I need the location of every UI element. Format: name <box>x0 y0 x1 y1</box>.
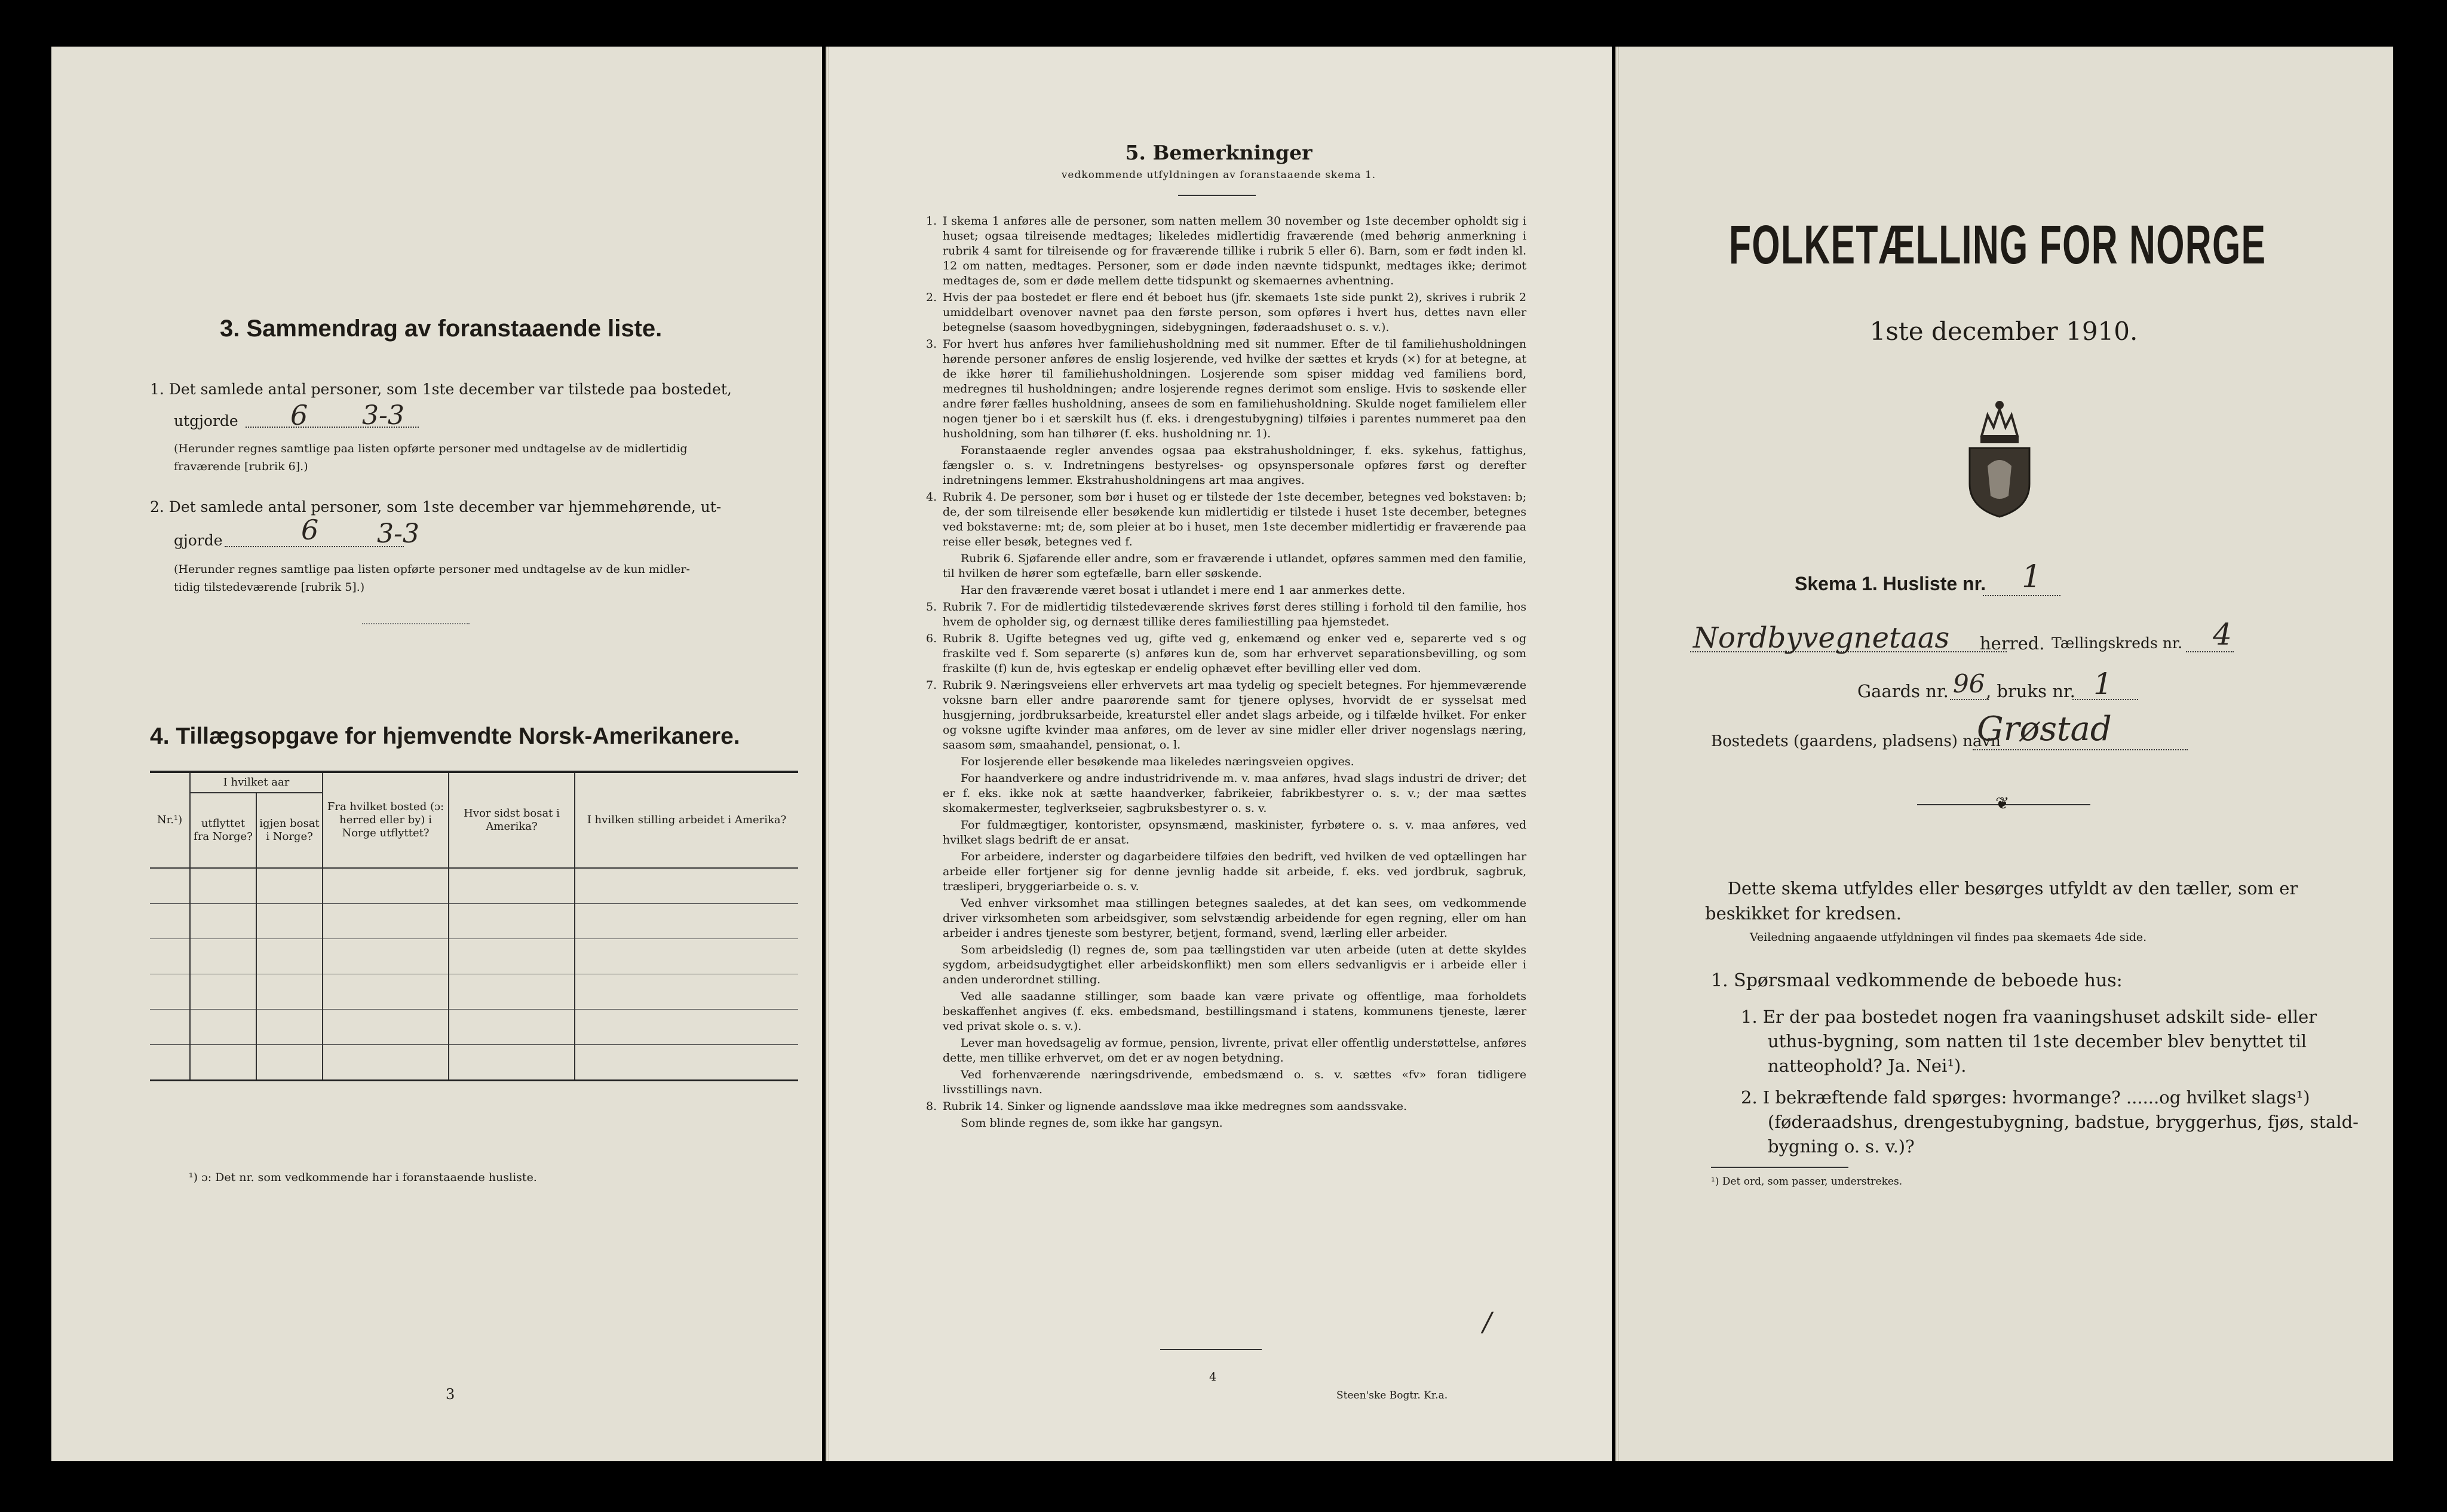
page-middle <box>826 47 1612 1461</box>
remark-number: 3. <box>926 338 937 351</box>
remark-paragraph <box>926 896 1526 941</box>
remark-text: Som blinde regnes de, som ikke har gangsyn. <box>961 1117 1223 1130</box>
remark-text: Ved enhver virksomhet maa stillingen betegnes saaledes, at det kan sees, om vedkommende driver virksomheten som arbeidsgiver, som selvstændig arbeidende for egen regning, eller om han arbeider i andres tjeneste som bestyrer, betjent, formand, svend, lærling eller arbeider. <box>943 897 1526 940</box>
q1-line: 1. Det samlede antal personer, som 1ste december var tilstede paa bostedet, <box>150 381 732 398</box>
questions-heading: 1. Spørsmaal vedkommende de beboede hus: <box>1711 970 2123 991</box>
remark-text: Ved alle saadanne stillinger, som baade kan være private og offentlige, maa forholdets beskaffenhet angives (f. eks. embedsmand, bestillingsmand i statens, kommunens tjeneste, lærer ved privat skole o. s. v.). <box>943 990 1526 1033</box>
herred-name: Nordbyvegnetaas <box>1693 621 1950 655</box>
fold-shadow <box>826 47 829 1461</box>
col-emigrated: utflyttet fra Norge? <box>190 793 256 868</box>
remark-paragraph <box>926 337 1526 441</box>
remark-number: 2. <box>926 291 937 304</box>
q1-note-2: fraværende [rubrik 6].) <box>174 460 308 473</box>
husliste-number: 1 <box>2022 559 2042 595</box>
page-number-4: 4 <box>1209 1370 1217 1384</box>
remark-paragraph <box>926 631 1526 676</box>
remark-number: 6. <box>926 632 937 645</box>
remark-number: 5. <box>926 600 937 614</box>
q2-handwritten-split: 3-3 <box>377 519 419 549</box>
page-number-3: 3 <box>446 1386 455 1403</box>
remark-text: Rubrik 7. For de midlertidig tilstedeværende skrives først deres stilling i forhold til den familie, hos hvem de opholder sig, og dernæst tillike deres familiestilling paa hjemstedet. <box>943 600 1526 628</box>
table-row <box>150 904 798 939</box>
gaards-number: 96 <box>1953 669 1985 698</box>
remark-text: For losjerende eller besøkende maa likeledes næringsveien opgives. <box>961 755 1354 768</box>
q2-handwritten-total: 6 <box>301 514 319 546</box>
end-rule <box>1160 1349 1262 1350</box>
remark-text: Lever man hovedsagelig av formue, pension, livrente, privat eller offentlig understøttelse, anføres dette, men tillike erhvervet, om det er av nogen betydning. <box>943 1036 1526 1065</box>
col-returned: igjen bosat i Norge? <box>256 793 323 868</box>
remark-paragraph <box>926 490 1526 550</box>
census-title: FOLKETÆLLING FOR NORGE <box>1729 214 2267 275</box>
remark-paragraph <box>926 989 1526 1034</box>
col-occupation: I hvilken stilling arbeidet i Amerika? <box>575 772 798 868</box>
bosted-line <box>1973 749 2188 750</box>
handwritten-mark: / <box>1483 1307 1492 1338</box>
kreds-label: Tællingskreds nr. <box>2052 634 2183 652</box>
remark-text: I skema 1 anføres alle de personer, som natten mellem 30 november og 1ste december opholdt sig i huset; ogsaa tilreisende medtages; likeledes midlertidig fraværende (med behørig anmerkning i rubrik 4 samt for tilreisende og for fraværende tillike i rubrik 5 eller 6). Barn, som er født inden kl. 12 om natten, medtages. Personer, som er døde inden nævnte tidspunkt, medtages ikke; derimot medtages de, som er døde mellem dette tidspunkt og skemaernes avhentning. <box>943 214 1526 287</box>
remark-paragraph <box>926 678 1526 753</box>
q2-note-1: (Herunder regnes samtlige paa listen opførte personer med undtagelse av de kun midler- <box>174 563 690 576</box>
q2-line-c: bygning o. s. v.)? <box>1768 1136 1915 1157</box>
remark-number: 4. <box>926 490 937 504</box>
gaards-line <box>1950 699 1989 700</box>
herred-label: herred. <box>1980 633 2045 654</box>
col-from-place: Fra hvilket bosted (ɔ: herred eller by) i Norge utflyttet? <box>323 772 449 868</box>
heading-rule <box>1178 195 1256 196</box>
remark-paragraph <box>926 600 1526 630</box>
remark-text: Har den fraværende været bosat i utlandet i mere end 1 aar anmerkes dette. <box>961 584 1406 597</box>
table-row <box>150 1045 798 1081</box>
remark-paragraph <box>926 551 1526 581</box>
bruks-number: 1 <box>2093 667 2112 701</box>
remark-paragraph <box>926 443 1526 488</box>
col-group-year: I hvilket aar <box>190 772 323 793</box>
col-nr: Nr.¹) <box>150 772 190 868</box>
remark-paragraph <box>926 1099 1526 1114</box>
footnote: ¹) Det ord, som passer, understrekes. <box>1711 1176 1903 1188</box>
remark-text: Ved forhenværende næringsdrivende, embedsmænd o. s. v. sættes «fv» foran tidligere livsstillings navn. <box>943 1068 1526 1096</box>
remark-text: Rubrik 4. De personer, som bør i huset og er tilstede der 1ste december, betegnes ved bokstaven: b; de, der som tilreisende eller besøkende kun midlertidig er tilstede i huset 1ste december, betegnes ved bokstaverne: mt; de, som pleier at bo i huset, men 1ste december midlertidig er fraværende paa reise eller besøk, betegnes ved f. <box>943 490 1526 548</box>
q1-line-b: uthus-bygning, som natten til 1ste december blev benyttet til <box>1768 1031 2307 1051</box>
table-row <box>150 974 798 1010</box>
bosted-label: Bostedets (gaardens, pladsens) navn <box>1711 732 2001 750</box>
remark-paragraph <box>926 818 1526 848</box>
q2-label: gjorde <box>174 532 223 549</box>
remark-paragraph <box>926 771 1526 816</box>
instruction-sub: Veiledning angaaende utfyldningen vil findes paa skemaets 4de side. <box>1750 931 2147 944</box>
remark-number: 1. <box>926 214 937 228</box>
remark-text: Som arbeidsledig (l) regnes de, som paa tællingstiden var uten arbeide (uten at dette skyldes sygdom, arbeidsudygtighet eller arbeidskonflikt) men som ellers sedvanligvis er i arbeide eller i anden underordnet stilling. <box>943 943 1526 986</box>
q1-handwritten-total: 6 <box>290 399 308 431</box>
table-row <box>150 939 798 974</box>
col-last-residence: Hvor sidst bosat i Amerika? <box>449 772 575 868</box>
remark-text: Rubrik 8. Ugifte betegnes ved ug, gifte ved g, enkemænd og enker ved e, separerte ved s og fraskilte ved f. Som separerte (s) anføres kun de, som har erhvervet separationsbevilling, og som fraskilte (f) kun de, hvis egteskap er endelig ophævet efter bevilling eller ved dom. <box>943 632 1526 675</box>
remark-text: Foranstaaende regler anvendes ogsaa paa ekstrahusholdninger, f. eks. sykehus, fattighus, fængsler o. s. v. Indretningens bestyrelses- og opsynspersonale opføres først og derefter indretningens lemmer. Ekstrahusholdningens art maa angives. <box>943 444 1526 487</box>
q1-line-c: natteophold? Ja. Nei¹). <box>1768 1056 1967 1076</box>
returnees-table <box>150 771 798 1081</box>
remark-text: For arbeidere, inderster og dagarbeidere tilføies den bedrift, ved hvilken de ved optællingen har arbeide eller fortjener sig for denne jevnlig hadde sit arbeide, f. eks. ved jordbruk, sagbruk, træsliperi, bryggeriarbeide o. s. v. <box>943 850 1526 893</box>
remark-text: Rubrik 14. Sinker og lignende aandssløve maa ikke medregnes som aandssvake. <box>943 1100 1408 1113</box>
remark-paragraph <box>926 1068 1526 1097</box>
remarks-heading: 5. Bemerkninger <box>1125 141 1313 164</box>
remarks-subheading: vedkommende utfyldningen av foranstaaende skema 1. <box>1061 169 1376 181</box>
remark-paragraph <box>926 1036 1526 1066</box>
bruks-label: , bruks nr. <box>1986 681 2075 701</box>
instruction-line-1: Dette skema utfyldes eller besørges utfyldt av den tæller, som er <box>1727 878 2298 898</box>
section3-title: 3. Sammendrag av foranstaaende liste. <box>220 315 663 342</box>
coat-of-arms-icon <box>1961 394 2038 522</box>
q2-line-b: (føderaadshus, drengestubygning, badstue, bryggerhus, fjøs, stald- <box>1768 1112 2359 1132</box>
remark-text: Rubrik 9. Næringsveiens eller erhvervets art maa tydelig og specielt betegnes. For hjemmeværende voksne barn eller andre paarørende samt for tjenere oplyses, hvorvidt de er sysselsat med husgjerning, jordbruksarbeide, kreaturstel eller andet slags arbeide, og i tilfælde hvilket. For enker og voksne ugifte kvinder maa anføres, om de lever av sine midler eller driver nogenslags næring, saasom søm, smaahandel, pensionat, o. l. <box>943 679 1526 752</box>
q2-line-a: 2. I bekræftende fald spørges: hvormange? ......og hvilket slags¹) <box>1741 1087 2310 1108</box>
footnote-rule <box>1711 1167 1848 1168</box>
remarks-body <box>926 214 1526 1133</box>
q2-note-2: tidig tilstedeværende [rubrik 5].) <box>174 581 365 594</box>
remark-text: Rubrik 6. Sjøfarende eller andre, som er fraværende i utlandet, opføres sammen med den familie, til hvilken de hører som egtefælle, barn eller søskende. <box>943 552 1526 580</box>
table-row <box>150 868 798 904</box>
remark-paragraph <box>926 214 1526 289</box>
remark-text: For haandverkere og andre industridrivende m. v. maa anføres, hvad slags industri de driver; det er f. eks. ikke nok at sætte haandverker, fabrikeier, fabrikbestyrer o. s. v.; der maa sættes skomakermester, teglverkseier, sagbruksbestyrer o. s. v. <box>943 772 1526 815</box>
remark-text: For fuldmægtiger, kontorister, opsynsmænd, maskinister, fyrbøtere o. s. v. maa anføres, ved hvilket slags bedrift de er ansat. <box>943 818 1526 847</box>
remark-paragraph <box>926 943 1526 987</box>
remark-text: Hvis der paa bostedet er flere end ét beboet hus (jfr. skemaets 1ste side punkt 2), skrives i rubrik 2 umiddelbart ovenover navnet paa den første person, som opføres i hvert hus, dettes navn eller betegnelse (saasom hovedbygningen, sidebygningen, føderaadshuset o. s. v.). <box>943 291 1526 334</box>
remark-number: 8. <box>926 1100 937 1113</box>
table-row <box>150 1010 798 1045</box>
census-date: 1ste december 1910. <box>1869 317 2138 346</box>
kreds-number: 4 <box>2213 617 2232 652</box>
faint-marks <box>362 623 470 624</box>
remark-paragraph <box>926 755 1526 769</box>
q2-line: 2. Det samlede antal personer, som 1ste december var hjemmehørende, ut- <box>150 498 722 516</box>
q1-line-a: 1. Er der paa bostedet nogen fra vaaningshuset adskilt side- eller <box>1741 1007 2317 1027</box>
remark-number: 7. <box>926 679 937 692</box>
q1-label: utgjorde <box>174 412 238 430</box>
printer-credit: Steen'ske Bogtr. Kr.a. <box>1336 1390 1448 1401</box>
remark-paragraph <box>926 1116 1526 1131</box>
page-right <box>1615 47 2393 1461</box>
q1-note-1: (Herunder regnes samtlige paa listen opførte personer med undtagelse av de midlertidig <box>174 442 688 455</box>
table-footnote: ¹) ɔ: Det nr. som vedkommende har i foranstaaende husliste. <box>189 1171 537 1184</box>
instruction-line-2: beskikket for kredsen. <box>1705 903 1902 924</box>
remark-paragraph <box>926 849 1526 894</box>
section4-title: 4. Tillægsopgave for hjemvendte Norsk-Amerikanere. <box>150 723 740 749</box>
fold-shadow <box>1615 47 1619 1461</box>
q1-handwritten-split: 3-3 <box>362 400 404 431</box>
remark-paragraph <box>926 290 1526 335</box>
remark-text: For hvert hus anføres hver familiehusholdning med sit nummer. Efter de til familiehusholdningen hørende personer anføres de enslig losjerende, ved hvilke der sættes et kryds (×) for at betegne, at de ikke hører til familiehusholdningen. Losjerende som spiser middag ved familiens bord, medregnes til husholdningen; andre losjerende regnes derimot som enslige. Hvis to søskende eller andre fører fælles husholdning, ansees de som en familiehusholdning. Skulde noget familielem eller nogen tjener bo i et særskilt hus (f. eks. i drengestubygning) tilføies i parentes nummeret paa den husholdning, som han tilhører (f. eks. husholdning nr. 1). <box>943 338 1526 440</box>
skema-label: Skema 1. Husliste nr. <box>1795 573 1986 594</box>
ornament-icon: ❦ <box>1995 793 2010 813</box>
gaards-label: Gaards nr. <box>1857 681 1949 701</box>
bosted-name: Grøstad <box>1977 710 2112 749</box>
husliste-line <box>1983 595 2060 596</box>
page-left <box>51 47 822 1461</box>
remark-paragraph <box>926 583 1526 598</box>
